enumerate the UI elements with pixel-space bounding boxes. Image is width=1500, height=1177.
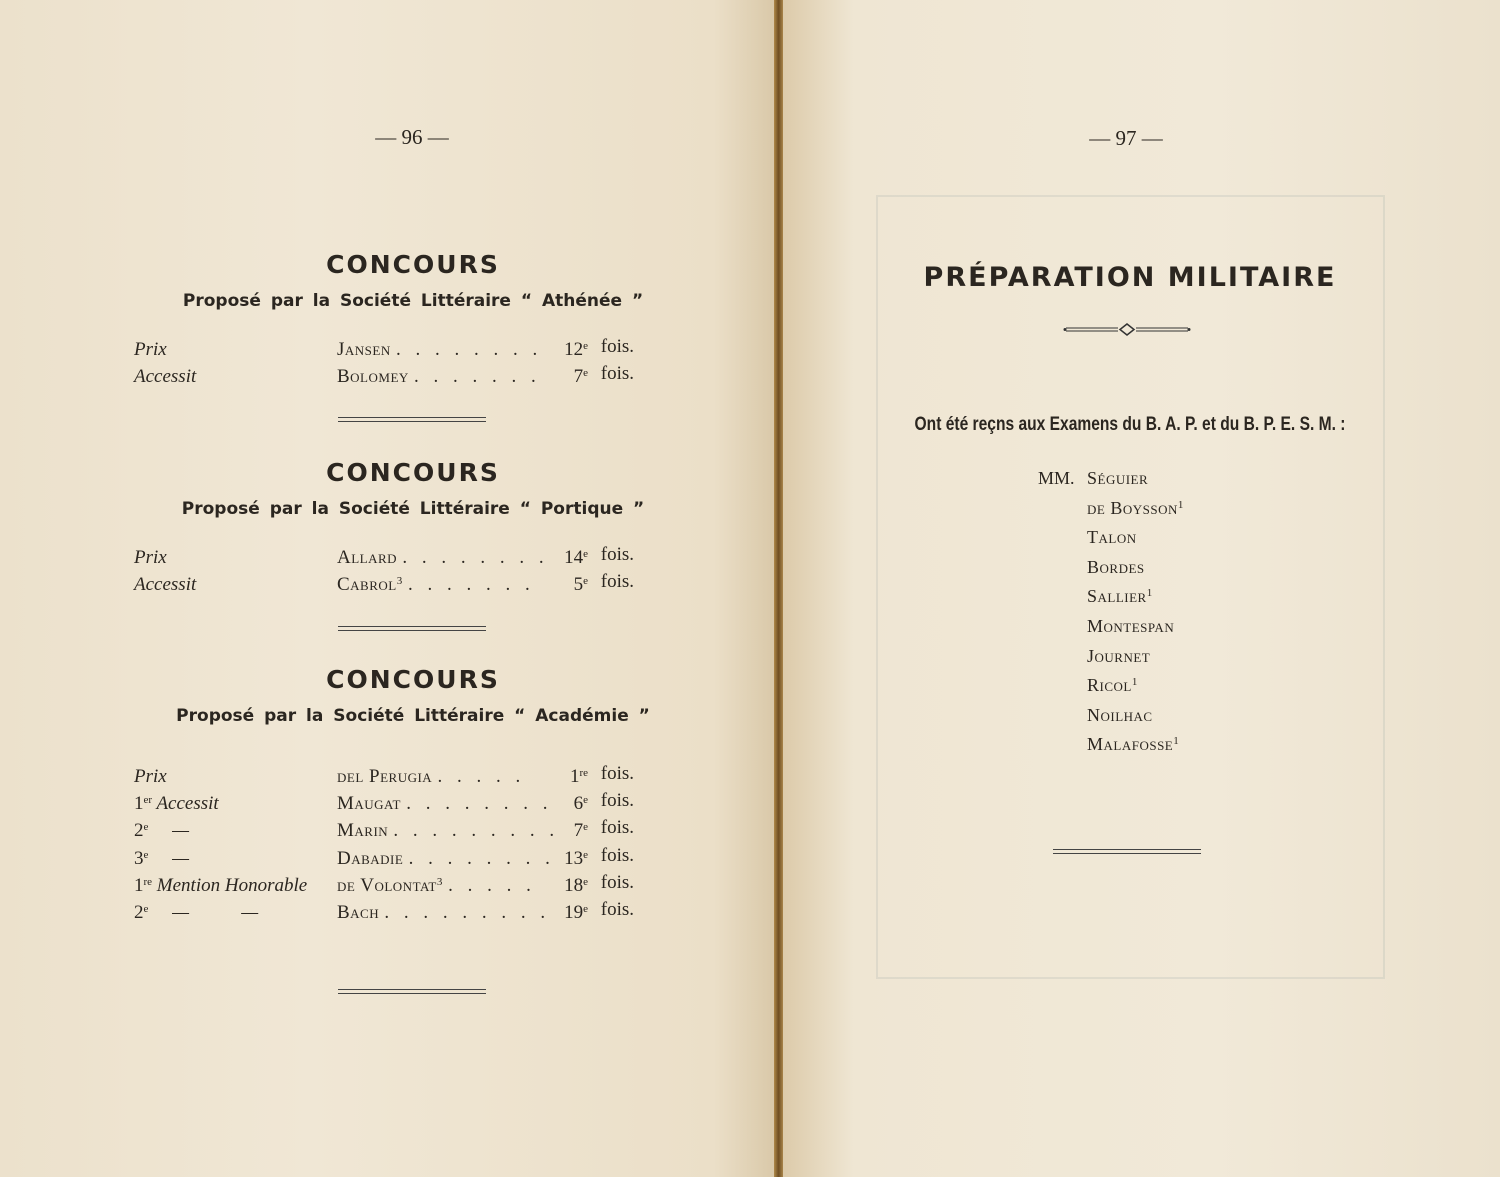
section-heading: CONCOURS <box>326 250 500 279</box>
rank-number: 3 <box>134 847 144 869</box>
name-text: Marin <box>337 820 389 842</box>
laureate-name <box>337 814 559 844</box>
fois-label: fois. <box>600 363 634 385</box>
leader-dots: . . . . . <box>437 766 526 787</box>
name-text: Bach <box>337 902 380 923</box>
candidate-name <box>1087 527 1137 548</box>
fois-label: fois. <box>600 844 634 866</box>
footnote-mark: 3 <box>436 875 443 888</box>
candidate-name <box>1087 498 1184 519</box>
count-number: 12 <box>564 339 584 360</box>
fois-label: fois. <box>600 544 634 565</box>
award-type: Accessit <box>152 793 219 815</box>
leader-dots: . . . . . . . . <box>402 547 549 568</box>
name-text: Jansen <box>337 339 391 360</box>
book-spine <box>774 0 783 1177</box>
candidate-name <box>1087 586 1153 607</box>
candidate-name <box>1087 734 1179 755</box>
times-count <box>570 760 588 790</box>
intro-text: Ont été reçns aux Examens du B. A. P. et du B. P. E. S. M. : <box>914 414 1346 435</box>
fois-label: fois. <box>600 817 634 839</box>
footnote-mark: 1 <box>1146 587 1153 600</box>
count-suffix: e <box>583 875 588 888</box>
rank-suffix: e <box>143 903 149 915</box>
rank-suffix: e <box>143 821 149 834</box>
times-count <box>574 568 588 598</box>
award-label <box>134 814 189 844</box>
leader-dots: . . . . . . . . <box>408 847 555 869</box>
award-label <box>134 869 307 899</box>
count-number: 7 <box>573 366 584 388</box>
page-number-left: — 96 — <box>375 125 449 149</box>
fois-label: fois. <box>600 790 634 812</box>
section-heading: CONCOURS <box>326 665 500 694</box>
footnote-mark: 3 <box>396 575 403 588</box>
fois-label: fois. <box>600 763 634 784</box>
rank-number: 2 <box>134 902 144 923</box>
count-suffix: re <box>579 767 588 779</box>
name-text: Malafosse <box>1087 734 1174 755</box>
award-label <box>134 842 189 872</box>
page-number-right: — 97 — <box>1089 126 1163 150</box>
count-number: 6 <box>573 793 584 815</box>
name-text: Bolomey <box>337 366 409 388</box>
leader-dots: . . . . . . . . <box>406 793 553 815</box>
laureate-name <box>337 760 525 790</box>
rank-suffix: er <box>143 794 153 807</box>
ornament-divider <box>1062 322 1192 338</box>
count-suffix: e <box>583 903 588 915</box>
count-suffix: e <box>583 794 588 807</box>
leader-dots: . . . . . . . . . <box>393 820 560 842</box>
times-count <box>574 814 588 844</box>
award-row <box>134 333 634 360</box>
divider-rule <box>338 989 486 994</box>
laureate-name <box>337 333 542 363</box>
award-type: Prix <box>134 766 167 787</box>
count-number: 1 <box>569 766 580 787</box>
name-text: Montespan <box>1087 616 1175 636</box>
leader-dots: . . . . . . . . <box>395 339 543 360</box>
laureate-name <box>337 360 541 390</box>
footnote-mark: 1 <box>1173 735 1180 748</box>
laureate-name <box>337 842 555 872</box>
name-text: Sallier <box>1087 586 1147 607</box>
award-type: — <box>148 847 190 869</box>
count-suffix: e <box>583 575 588 588</box>
count-suffix: e <box>583 848 588 861</box>
award-row <box>134 842 634 869</box>
award-label <box>134 541 167 571</box>
candidate-name <box>1087 468 1148 489</box>
page-title: PRÉPARATION MILITAIRE <box>923 262 1337 293</box>
name-text: Talon <box>1087 527 1137 548</box>
award-row <box>134 360 634 387</box>
laureate-name <box>337 896 550 926</box>
rank-number: 1 <box>134 793 144 815</box>
leader-dots: . . . . . . . <box>407 574 535 596</box>
count-number: 19 <box>564 902 584 923</box>
rank-suffix: e <box>143 848 149 861</box>
award-type: Accessit <box>134 366 197 388</box>
footnote-mark: 1 <box>1177 498 1184 511</box>
fois-label: fois. <box>600 899 634 920</box>
award-label <box>134 896 258 926</box>
times-count <box>564 333 588 363</box>
name-text: Maugat <box>337 793 401 815</box>
award-label <box>134 333 167 363</box>
section-subtitle: Proposé par la Société Littéraire “ Académie ” <box>176 706 650 726</box>
laureate-name <box>337 568 535 598</box>
section-subtitle: Proposé par la Société Littéraire “ Portique ” <box>181 499 645 519</box>
times-count <box>564 869 588 899</box>
fois-label: fois. <box>600 336 634 357</box>
fois-label: fois. <box>600 871 634 893</box>
footnote-mark: 1 <box>1131 676 1138 689</box>
name-text: Séguier <box>1087 468 1149 488</box>
award-type: Prix <box>134 339 167 360</box>
count-suffix: e <box>583 367 588 380</box>
count-suffix: e <box>583 821 588 834</box>
count-suffix: e <box>583 340 588 352</box>
award-label <box>134 568 196 598</box>
award-type: Accessit <box>134 574 197 596</box>
award-row <box>134 568 634 595</box>
award-type: — <box>148 820 190 842</box>
name-text: Journet <box>1087 645 1151 666</box>
candidate-name <box>1087 557 1145 578</box>
name-text: Allard <box>337 547 398 568</box>
count-number: 5 <box>573 574 584 596</box>
award-type: Mention Honorable <box>152 874 308 896</box>
leader-dots: . . . . . <box>448 874 536 896</box>
count-number: 14 <box>564 547 584 568</box>
award-row <box>134 541 634 568</box>
fois-label: fois. <box>600 571 634 593</box>
rank-suffix: re <box>143 875 153 888</box>
award-type: Prix <box>134 547 167 568</box>
count-number: 13 <box>564 847 584 869</box>
divider-rule <box>1053 849 1201 854</box>
name-text: de Volontat <box>337 874 437 896</box>
award-type: — — <box>148 902 259 923</box>
section-subtitle: Proposé par la Société Littéraire “ Athénée ” <box>182 291 644 311</box>
divider-rule <box>338 626 486 631</box>
candidate-name <box>1087 616 1174 637</box>
laureate-name <box>337 541 549 571</box>
name-text: Ricol <box>1087 675 1132 696</box>
name-text: Noilhac <box>1087 704 1153 725</box>
times-count <box>564 541 588 571</box>
award-row <box>134 896 634 923</box>
count-number: 7 <box>573 820 584 842</box>
name-text: Dabadie <box>337 847 404 869</box>
rank-number: 2 <box>134 820 144 842</box>
times-count <box>564 842 588 872</box>
award-row <box>134 787 634 814</box>
award-label <box>134 760 167 790</box>
award-label <box>134 360 196 390</box>
times-count <box>564 896 588 926</box>
name-text: del Perugia <box>337 766 433 787</box>
names-prefix: MM. <box>1038 468 1075 488</box>
divider-rule <box>338 417 486 422</box>
rank-number: 1 <box>134 874 144 896</box>
count-suffix: e <box>583 548 588 560</box>
candidate-name <box>1087 705 1153 726</box>
count-number: 18 <box>564 874 584 896</box>
award-row <box>134 760 634 787</box>
laureate-name <box>337 869 536 899</box>
leader-dots: . . . . . . . . . <box>384 902 551 923</box>
times-count <box>574 360 588 390</box>
candidate-name <box>1087 675 1138 696</box>
name-text: Bordes <box>1087 556 1145 577</box>
award-label <box>134 787 219 817</box>
award-row <box>134 869 634 896</box>
section-heading: CONCOURS <box>326 458 500 487</box>
candidate-name <box>1087 646 1150 667</box>
award-row <box>134 814 634 841</box>
times-count <box>574 787 588 817</box>
name-text: de Boysson <box>1087 497 1178 518</box>
leader-dots: . . . . . . . <box>414 366 541 388</box>
name-text: Cabrol <box>337 574 397 596</box>
laureate-name <box>337 787 552 817</box>
